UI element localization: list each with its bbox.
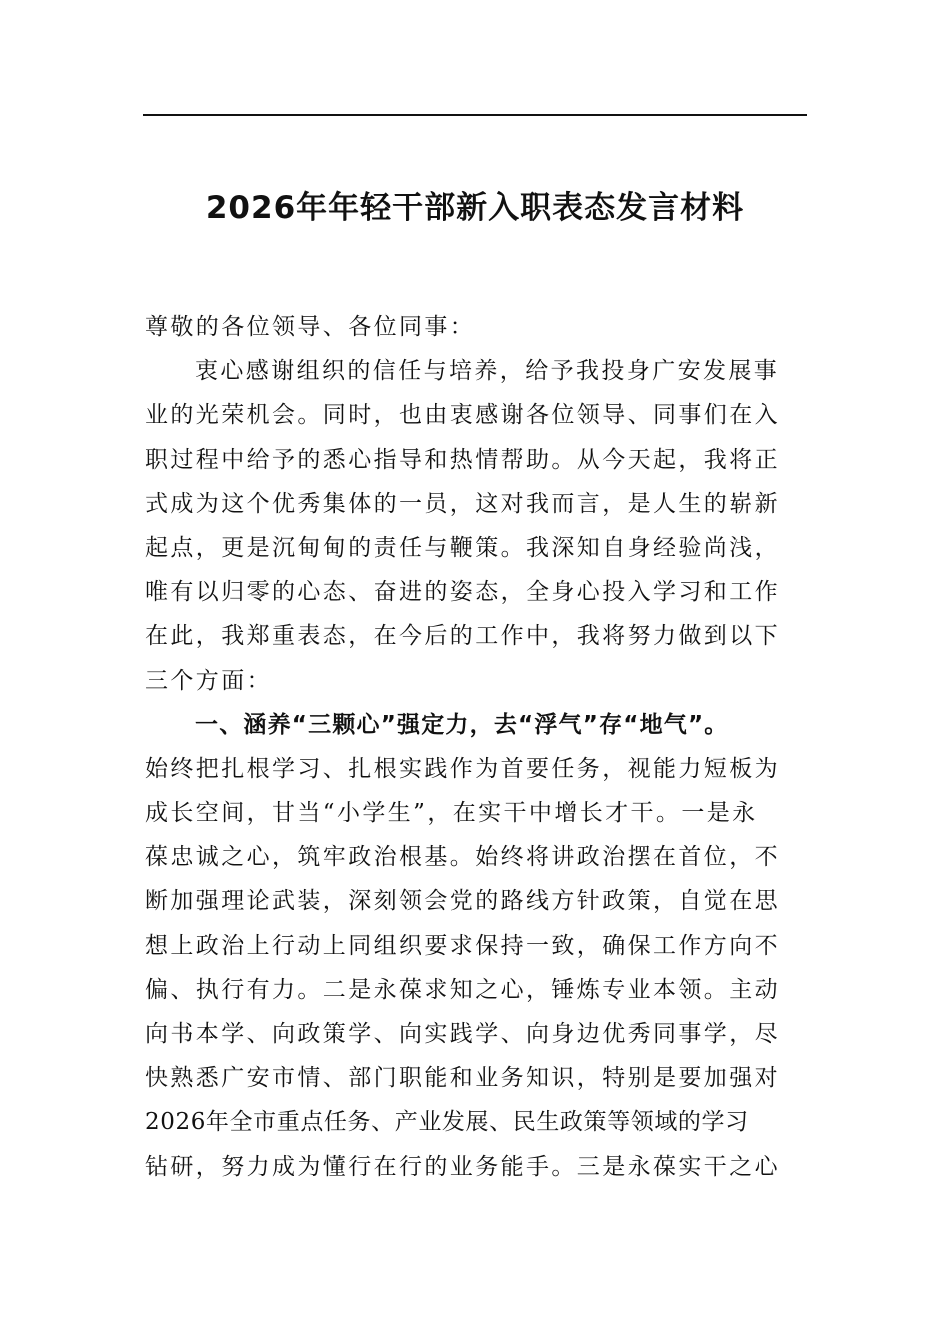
paragraph-line: 2026年全市重点任务、产业发展、民生政策等领域的学习 [145,1109,749,1136]
document-body [145,305,807,1189]
paragraph-line: 衷心感谢组织的信任与培养，给予我投身广安发展事 [195,358,780,385]
paragraph-line: 成长空间，甘当“小学生”，在实干中增长才干。一是永 [145,800,758,827]
salutation: 尊敬的各位领导、各位同事： [145,314,476,340]
paragraph-line: 式成为这个优秀集体的一员，这对我而言，是人生的崭新 [145,490,780,517]
paragraph-line: 在此，我郑重表态，在今后的工作中，我将努力做到以下 [145,623,780,650]
paragraph-line: 业的光荣机会。同时，也由衷感谢各位领导、同事们在入 [145,402,780,429]
paragraph-line: 向书本学、向政策学、向实践学、向身边优秀同事学，尽 [145,1021,780,1047]
paragraph-line: 始终把扎根学习、扎根实践作为首要任务，视能力短板为 [145,755,780,782]
paragraph-line: 三个方面： [145,667,272,694]
paragraph-line: 偏、执行有力。二是永葆求知之心，锤炼专业本领。主动 [145,976,780,1003]
paragraph-line: 葆忠诚之心，筑牢政治根基。始终将讲政治摆在首位，不 [145,844,780,871]
paragraph-line: 想上政治上行动上同组织要求保持一致，确保工作方向不 [145,932,780,959]
paragraph-line: 起点，更是沉甸甸的责任与鞭策。我深知自身经验尚浅， [145,534,780,561]
document-title: 2026年年轻干部新入职表态发言材料 [205,190,745,226]
paragraph-line: 唯有以归零的心态、奋进的姿态，全身心投入学习和工作 [145,579,780,606]
paragraph-line: 断加强理论武装，深刻领会党的路线方针政策，自觉在思 [145,888,780,915]
paragraph-line: 职过程中给予的悉心指导和热情帮助。从今天起，我将正 [145,446,780,473]
header-rule [143,114,807,116]
paragraph-line: 快熟悉广安市情、部门职能和业务知识，特别是要加强对 [145,1065,780,1092]
section-heading: 一、涵养“三颗心”强定力，去“浮气”存“地气”。 [195,711,729,738]
paragraph-line: 钻研，努力成为懂行在行的业务能手。三是永葆实干之心 [145,1153,780,1180]
